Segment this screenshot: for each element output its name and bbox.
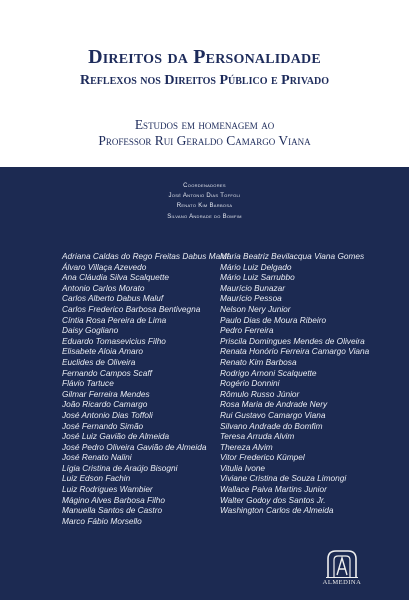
coordinator-name: Silvano Andrade do Bomfim <box>167 213 242 220</box>
authors-left-column <box>62 251 229 526</box>
author-name: Carlos Alberto Dabus Maluf <box>62 293 164 304</box>
author-name: Maurício Bunazar <box>220 282 286 293</box>
author-name: Silvano Andrade do Bomfim <box>220 420 323 431</box>
author-name: Vitulia Ivone <box>220 462 266 473</box>
almedina-logo-icon <box>320 547 364 579</box>
author-name: Eduardo Tomasevicius Filho <box>62 335 166 346</box>
author-name: João Ricardo Camargo <box>62 399 148 410</box>
author-name: Álvaro Villaça Azevedo <box>62 261 147 272</box>
author-name: José Luiz Gavião de Almeida <box>62 431 170 442</box>
author-name: Antonio Carlos Morato <box>62 282 145 293</box>
author-name: Mário Luiz Delgado <box>220 261 292 272</box>
author-name: Nelson Nery Junior <box>220 303 291 314</box>
author-name: Maria Beatriz Bevilacqua Viana Gomes <box>220 251 365 261</box>
publisher-name: ALMEDINA <box>322 579 362 586</box>
author-name: Priscila Domingues Mendes de Oliveira <box>220 335 365 346</box>
author-name: Fernando Campos Scaff <box>62 367 152 378</box>
author-name: Luiz Edson Fachin <box>62 473 131 484</box>
author-name: Rui Gustavo Camargo Viana <box>220 409 326 420</box>
author-name: Ana Cláudia Silva Scalquette <box>62 272 170 283</box>
coordinators-block <box>0 181 409 222</box>
dedication-line-2: Professor Rui Geraldo Camargo Viana <box>98 133 311 148</box>
author-name: Walter Godoy dos Santos Jr. <box>220 494 326 505</box>
author-name: Marco Fábio Morsello <box>62 515 142 526</box>
author-name: Viviane Cristina de Souza Limongi <box>220 473 347 484</box>
author-name: Rosa Maria de Andrade Nery <box>220 399 328 410</box>
dedication <box>0 117 409 149</box>
author-name: Thereza Alvim <box>220 441 273 452</box>
author-name: Teresa Arruda Alvim <box>220 431 295 442</box>
dedication-line-1: Estudos em homenagem ao <box>134 117 275 132</box>
book-subtitle: Reflexos nos Direitos Público e Privado <box>80 73 329 88</box>
author-name: Euclides de Oliveira <box>62 356 136 367</box>
author-name: Renata Honório Ferreira Camargo Viana <box>220 346 370 357</box>
author-name: Paulo Dias de Moura Ribeiro <box>220 314 327 325</box>
author-name: Maurício Pessoa <box>220 293 282 304</box>
author-name: Flávio Tartuce <box>62 378 114 389</box>
author-name: Rodrigo Arnoni Scalquette <box>220 367 317 378</box>
book-title: Direitos da Personalidade <box>88 46 321 68</box>
author-name: José Renato Nalini <box>62 452 132 463</box>
author-name: José Antonio Dias Toffoli <box>62 409 153 420</box>
author-name: Washington Carlos de Almeida <box>220 505 334 516</box>
author-name: Mário Luiz Sarrubbo <box>220 272 295 283</box>
publisher-logo <box>320 547 364 593</box>
author-name: Luiz Rodrigues Wambier <box>62 484 153 495</box>
author-name: Daisy Gogliano <box>62 325 119 336</box>
author-name: Elisabete Aloia Amaro <box>62 346 144 357</box>
author-name: Renato Kim Barbosa <box>220 356 297 367</box>
author-name: Manuella Santos de Castro <box>62 505 163 516</box>
author-name: Vitor Frederico Kümpel <box>220 452 305 463</box>
author-name: Pedro Ferreira <box>220 325 274 336</box>
coordinators-label: Coordenadores <box>183 183 226 189</box>
author-name: Mágino Alves Barbosa Filho <box>62 494 165 505</box>
author-name: Gilmar Ferreira Mendes <box>62 388 150 399</box>
author-name: Wallace Paiva Martins Junior <box>220 484 327 495</box>
author-name: Carlos Frederico Barbosa Bentivegna <box>62 303 201 314</box>
author-name: José Fernando Simão <box>62 420 144 431</box>
author-name: Rogério Donnini <box>220 378 280 389</box>
author-name: Lígia Cristina de Araújo Bisogni <box>62 462 178 473</box>
coordinator-name: Renato Kim Barbosa <box>176 203 233 210</box>
author-name: José Pedro Oliveira Gavião de Almeida <box>62 441 207 452</box>
author-name: Rômulo Russo Júnior <box>220 388 300 399</box>
author-name: Cíntia Rosa Pereira de Lima <box>62 314 167 325</box>
author-name: Adriana Caldas do Rego Freitas Dabus Maluf <box>62 251 229 261</box>
authors-right-column <box>220 251 380 516</box>
coordinator-name: José Antonio Dias Toffoli <box>168 193 241 200</box>
